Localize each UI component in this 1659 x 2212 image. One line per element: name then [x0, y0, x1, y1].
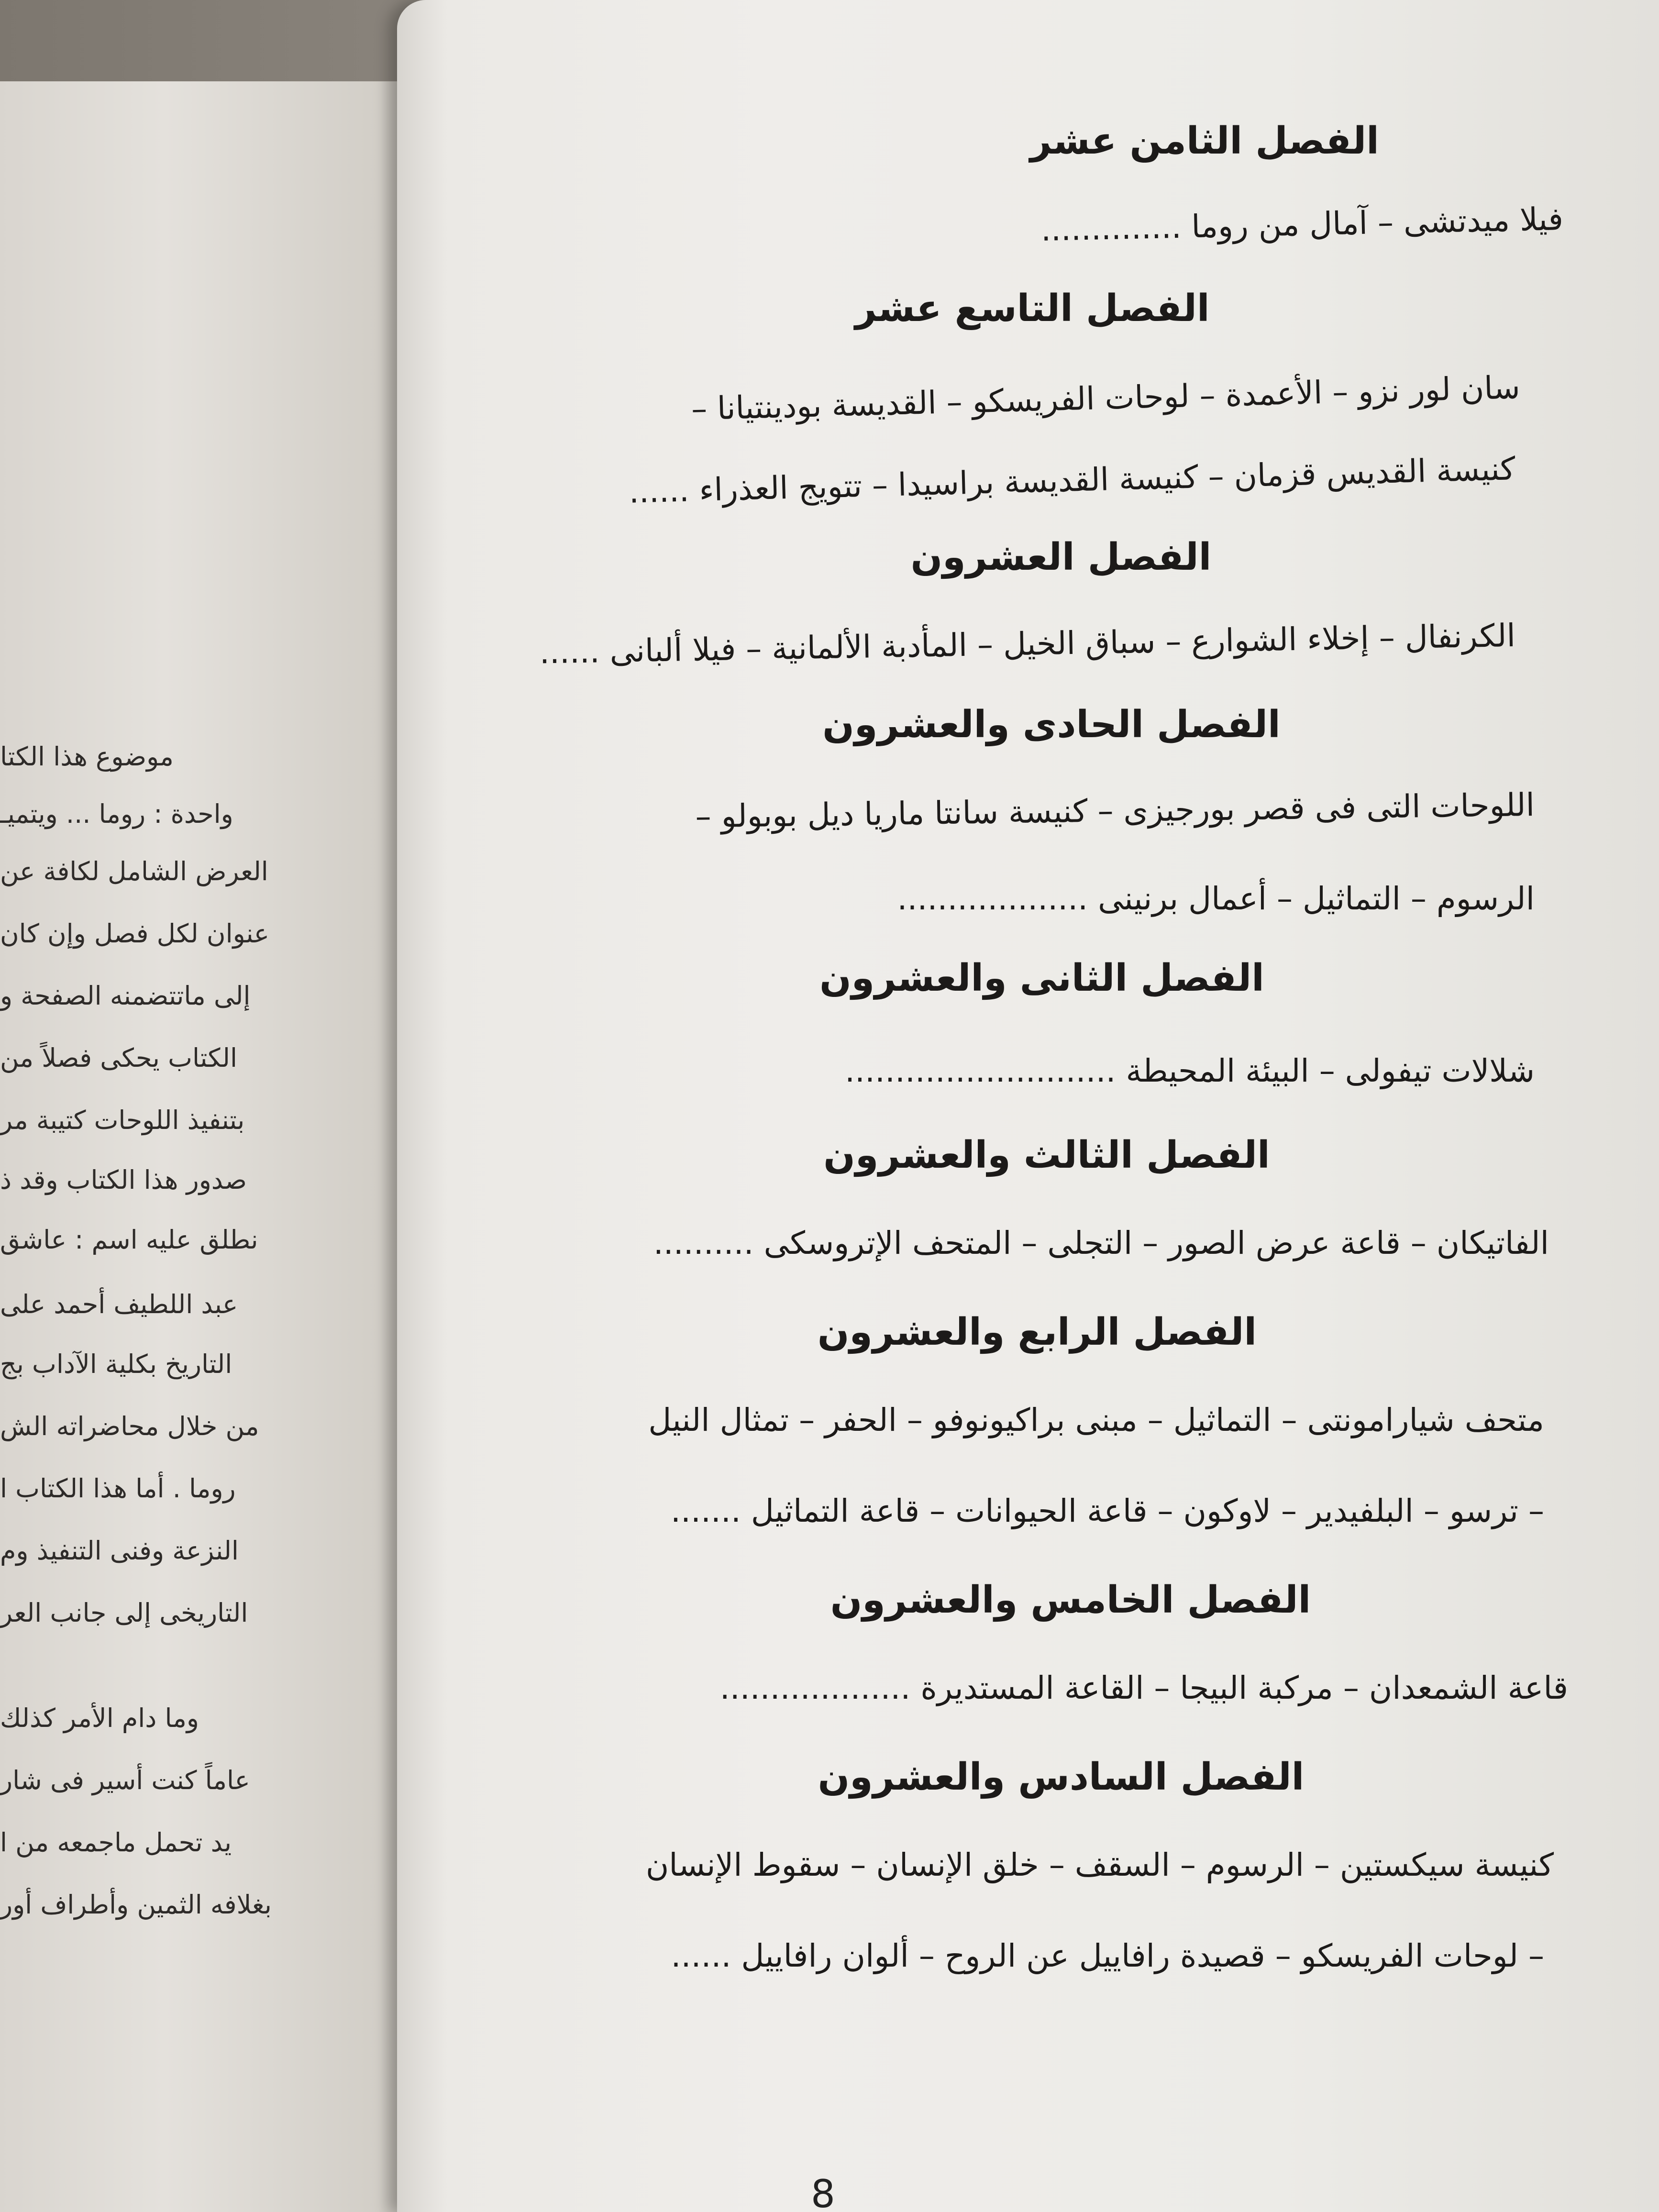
left-line: عبد اللطيف أحمد على: [0, 1289, 238, 1319]
chapter-22-heading: الفصل الثانى والعشرون: [819, 957, 1264, 1000]
chapter-19-entry-2: كنيسة القديس قزمان – كنيسة القديسة براسيدا – تتويج العذراء ......: [628, 450, 1516, 510]
chapter-24-entry-1: متحف شيارامونتى – التماثيل – مبنى براكيونوفو – الحفر – تمثال النيل: [648, 1402, 1544, 1438]
left-line: بغلافه الثمين وأطراف أور: [0, 1890, 272, 1920]
chapter-20-heading: الفصل العشرون: [910, 536, 1212, 579]
chapter-26-entry-1: كنيسة سيكستين – الرسوم – السقف – خلق الإنسان – سقوط الإنسان: [645, 1847, 1554, 1883]
chapter-23-heading: الفصل الثالث والعشرون: [823, 1134, 1270, 1177]
left-line: العرض الشامل لكافة عن: [0, 856, 268, 886]
left-line: وما دام الأمر كذلك: [0, 1703, 199, 1733]
chapter-18-entry: فيلا ميدتشى – آمال من روما ..............: [1040, 200, 1564, 248]
left-line: التاريخى إلى جانب العر: [0, 1598, 248, 1628]
left-line: صدور هذا الكتاب وقد ذ: [0, 1165, 247, 1195]
chapter-23-entry: الفاتيكان – قاعة عرض الصور – التجلى – المتحف الإتروسكى ..........: [653, 1225, 1549, 1261]
left-line: روما . أما هذا الكتاب ا: [0, 1473, 236, 1504]
page-number: 8: [811, 2172, 835, 2212]
left-line: يد تحمل ماجمعه من ا: [0, 1827, 232, 1858]
left-line: إلى ماتتضمنه الصفحة و: [0, 981, 251, 1011]
chapter-21-entry-1: اللوحات التى فى قصر بورجيزى – كنيسة سانتا ماريا ديل بوبولو –: [695, 786, 1535, 835]
chapter-19-heading: الفصل التاسع عشر: [855, 287, 1210, 330]
chapter-22-entry: شلالات تيفولى – البيئة المحيطة ...........................: [845, 1052, 1535, 1089]
chapter-26-heading: الفصل السادس والعشرون: [818, 1756, 1305, 1799]
left-line: واحدة : روما ... ويتميـ: [0, 799, 233, 829]
chapter-19-entry-1: سان لور نزو – الأعمدة – لوحات الفريسكو – القديسة بودينتيانا –: [691, 369, 1521, 428]
left-line: موضوع هذا الكتا: [0, 741, 174, 772]
chapter-26-entry-2: – لوحات الفريسكو – قصيدة رافاييل عن الروح – ألوان رافاييل ......: [671, 1937, 1544, 1974]
left-page: [0, 81, 411, 2212]
right-page: [397, 0, 1659, 2212]
chapter-25-entry: قاعة الشمعدان – مركبة البيجا – القاعة المستديرة ...................: [719, 1670, 1568, 1706]
chapter-24-heading: الفصل الرابع والعشرون: [817, 1311, 1257, 1354]
left-line: التاريخ بكلية الآداب بج: [0, 1349, 232, 1379]
left-line: عاماً كنت أسير فى شار: [0, 1765, 250, 1795]
left-line: الكتاب يحكى فصلاً من: [0, 1043, 237, 1073]
left-line: نطلق عليه اسم : عاشق: [0, 1225, 258, 1255]
chapter-21-entry-2: الرسوم – التماثيل – أعمال برنينى ...................: [897, 880, 1535, 917]
chapter-18-heading: الفصل الثامن عشر: [1030, 120, 1379, 163]
left-line: بتنفيذ اللوحات كتيبة مر: [0, 1105, 245, 1135]
left-line: من خلال محاضراته الش: [0, 1411, 259, 1441]
left-line: عنوان لكل فصل وإن كان: [0, 918, 269, 949]
left-line: النزعة وفنى التنفيذ وم: [0, 1536, 239, 1566]
chapter-20-entry: الكرنفال – إخلاء الشوارع – سباق الخيل – المأدبة الألمانية – فيلا ألبانى ......: [539, 617, 1516, 671]
chapter-25-heading: الفصل الخامس والعشرون: [830, 1579, 1311, 1622]
chapter-21-heading: الفصل الحادى والعشرون: [822, 703, 1281, 746]
chapter-24-entry-2: – ترسو – البلفيدير – لاوكون – قاعة الحيوانات – قاعة التماثيل .......: [671, 1493, 1544, 1529]
